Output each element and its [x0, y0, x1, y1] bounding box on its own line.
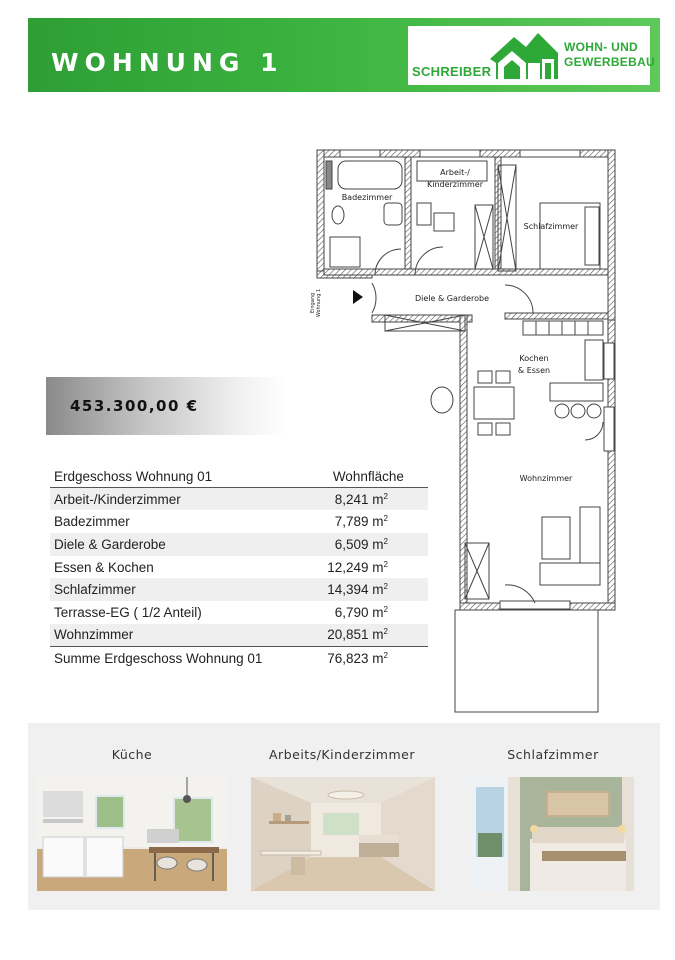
table-header-name: Erdgeschoss Wohnung 01: [50, 465, 305, 488]
entrance-arrow-icon: [353, 290, 363, 304]
bedroom-photo: [472, 777, 634, 891]
house-logo-icon: [488, 29, 560, 79]
company-logo: [408, 26, 656, 85]
room-label-bad: Badezimmer: [341, 193, 393, 202]
logo-text-right-line1: WOHN- UND: [564, 40, 639, 54]
room-name: Essen & Kochen: [54, 559, 154, 575]
wall-left-living: [460, 315, 467, 610]
kitchen-photo: [37, 777, 227, 891]
room-name: Terrasse-EG ( 1/2 Anteil): [54, 604, 202, 620]
room-name: Arbeit-/Kinderzimmer: [50, 488, 305, 511]
table-header-value: Wohnfläche: [305, 465, 428, 488]
room-area: 20,851 $m^2$: [305, 624, 428, 647]
logo-text-left: SCHREIBER: [412, 64, 492, 79]
room-label-schlaf: Schlafzimmer: [523, 222, 579, 231]
gallery-label-arbeit: Arbeits/Kinderzimmer: [269, 747, 415, 762]
entrance-label-line1: Eingang: [310, 292, 316, 314]
study-photo: [251, 777, 435, 891]
room-label-arbeit-line1: Arbeit-/: [440, 168, 470, 177]
room-area: 12,249 $m^2$: [327, 559, 388, 575]
total-area: 76,823 $m^2$: [305, 647, 428, 670]
room-area: 6,509 $m^2$: [305, 533, 428, 556]
room-name: Wohnzimmer: [50, 624, 305, 647]
gallery-label-schlaf: Schlafzimmer: [507, 747, 599, 762]
wall-right-top: [608, 150, 615, 320]
logo-text-right-line2: GEWERBEBAU: [564, 55, 656, 69]
room-name: Schlafzimmer: [50, 578, 305, 601]
gallery-label-kueche: Küche: [111, 747, 153, 762]
room-label-wohn: Wohnzimmer: [519, 474, 573, 483]
room-label-diele: Diele & Garderobe: [414, 294, 490, 303]
page-title: WOHNUNG 1: [51, 48, 284, 77]
room-area: 14,394 $m^2$: [305, 578, 428, 601]
room-area: 7,789 $m^2$: [334, 514, 388, 530]
wall-left-mid: [372, 315, 472, 322]
room-name: Diele & Garderobe: [50, 533, 305, 556]
total-name: Summe Erdgeschoss Wohnung 01: [50, 647, 305, 670]
floor-plan: [300, 145, 630, 715]
header-banner: [28, 18, 660, 92]
room-label-kochen-line2: & Essen: [517, 366, 551, 375]
photo-gallery: [28, 723, 660, 910]
price-value: 453.300,00 €: [70, 397, 199, 415]
room-area: 6,790 $m^2$: [334, 604, 388, 620]
wall-left-top: [317, 150, 324, 278]
room-label-arbeit-line2: Kinderzimmer: [426, 180, 484, 189]
room-label-kochen-line1: Kochen: [519, 354, 549, 363]
price-banner: [46, 377, 286, 435]
entrance-label-line2: Wohnung 1: [316, 288, 322, 318]
room-area: 8,241 $m^2$: [305, 488, 428, 511]
logo-text-right: [564, 40, 655, 70]
room-name: Badezimmer: [54, 514, 130, 530]
